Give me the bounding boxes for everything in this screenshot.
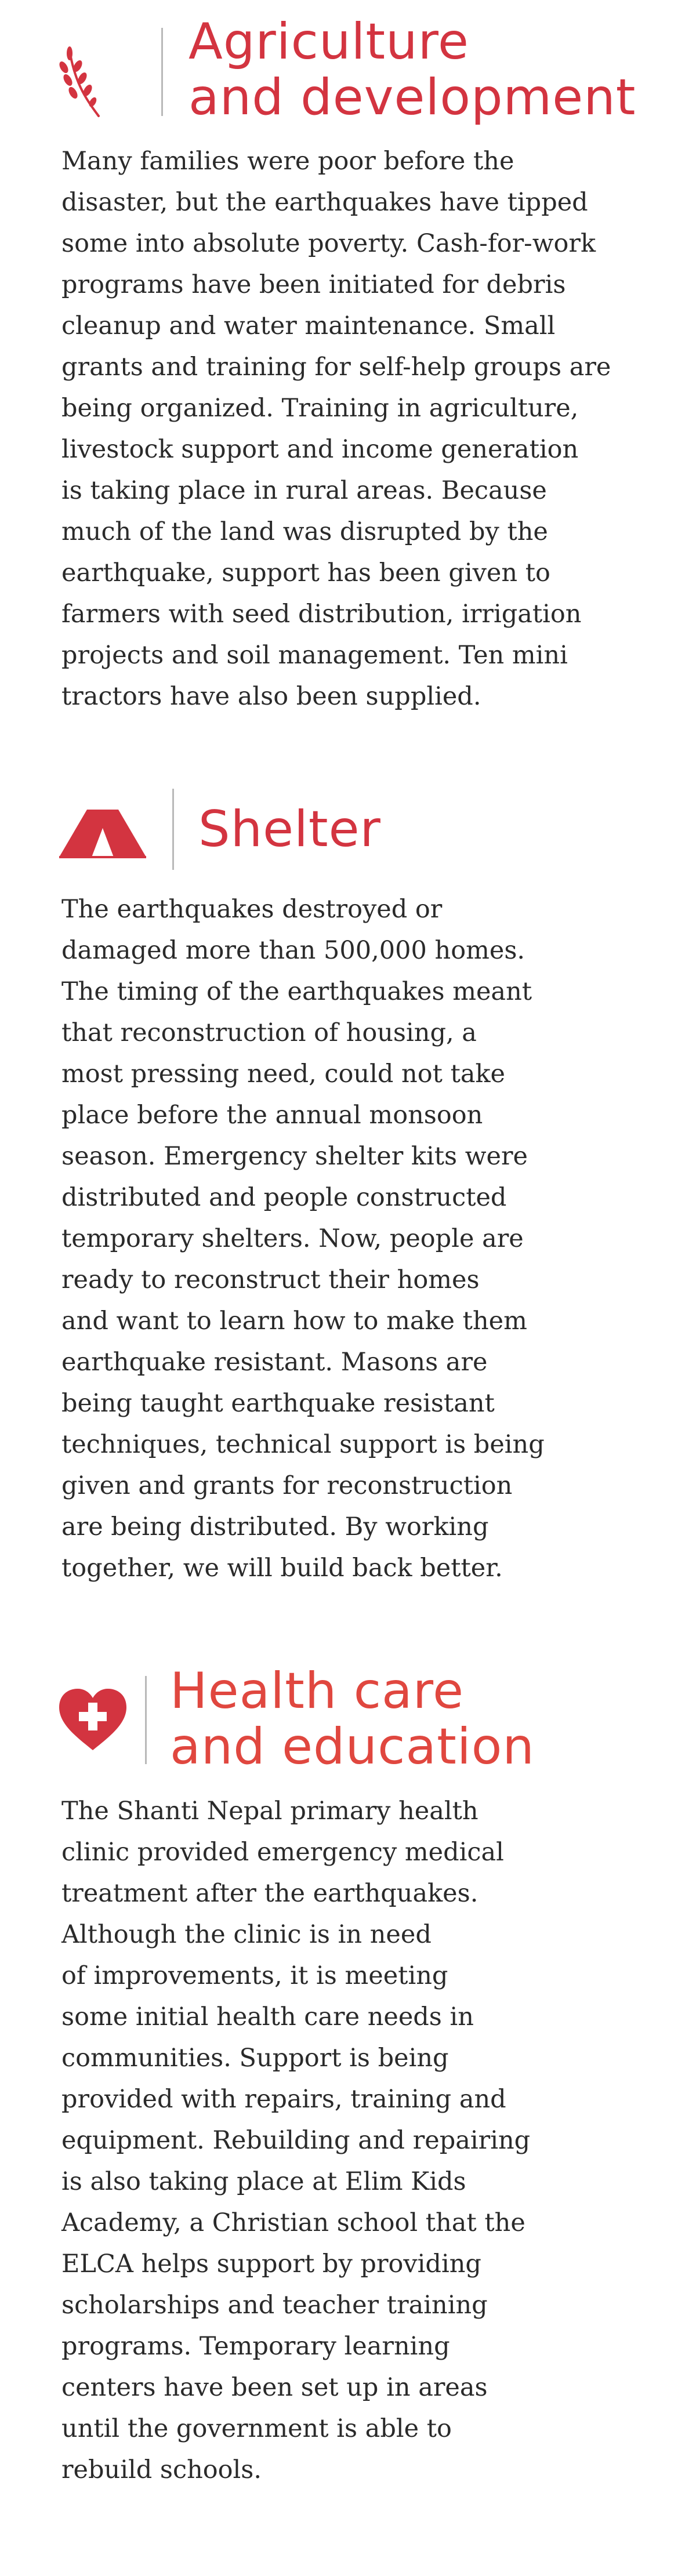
section-heading-agriculture: [188, 14, 636, 125]
tent-icon: [59, 806, 146, 859]
body-line: is taking place in rural areas. Because: [61, 476, 547, 505]
body-line: and want to learn how to make them: [61, 1307, 527, 1336]
body-line: damaged more than 500,000 homes.: [61, 936, 525, 965]
body-line: much of the land was disrupted by the: [61, 517, 548, 546]
section-heading-shelter: [198, 801, 381, 857]
body-line: some into absolute poverty. Cash-for-work: [61, 229, 596, 258]
heading-line: Agriculture: [188, 13, 469, 71]
body-line: being taught earthquake resistant: [61, 1389, 495, 1418]
body-line: are being distributed. By working: [61, 1512, 489, 1541]
section-body-agriculture: [61, 141, 611, 717]
body-line: techniques, technical support is being: [61, 1430, 545, 1459]
body-line: cleanup and water maintenance. Small: [61, 311, 556, 340]
section-heading-health-education: [170, 1663, 535, 1775]
body-line: given and grants for reconstruction: [61, 1471, 513, 1500]
body-line: earthquake resistant. Masons are: [61, 1348, 488, 1377]
body-line: most pressing need, could not take: [61, 1060, 505, 1089]
body-line: programs. Temporary learning: [61, 2332, 450, 2361]
body-line: farmers with seed distribution, irrigation: [61, 600, 582, 629]
body-line: until the government is able to: [61, 2414, 452, 2443]
body-line: distributed and people constructed: [61, 1183, 507, 1212]
body-line: The timing of the earthquakes meant: [61, 977, 532, 1006]
section-shelter: [0, 771, 696, 1612]
heading-line: and development: [188, 68, 636, 126]
heart-medical-cross-icon: [58, 1688, 128, 1751]
body-line: Although the clinic is in need: [61, 1920, 432, 1949]
body-line: ready to reconstruct their homes: [61, 1265, 480, 1294]
body-line: ELCA helps support by providing: [61, 2250, 481, 2279]
section-body-health-education: [61, 1791, 530, 2491]
heading-divider: [172, 789, 174, 870]
body-line: of improvements, it is meeting: [61, 1961, 448, 1990]
section-agriculture: [0, 0, 696, 731]
heading-line: Shelter: [198, 800, 381, 858]
body-line: rebuild schools.: [61, 2455, 262, 2484]
heading-line: Health care: [170, 1662, 465, 1720]
body-line: that reconstruction of housing, a: [61, 1018, 477, 1047]
heading-line: and education: [170, 1718, 535, 1776]
body-line: Academy, a Christian school that the: [61, 2208, 525, 2237]
body-line: together, we will build back better.: [61, 1554, 503, 1583]
body-line: projects and soil management. Ten mini: [61, 641, 568, 670]
body-line: place before the annual monsoon: [61, 1101, 483, 1130]
body-line: scholarships and teacher training: [61, 2291, 488, 2320]
body-line: season. Emergency shelter kits were: [61, 1142, 528, 1171]
body-line: is also taking place at Elim Kids: [61, 2167, 466, 2196]
body-line: Many families were poor before the: [61, 147, 514, 176]
body-line: provided with repairs, training and: [61, 2085, 506, 2114]
body-line: temporary shelters. Now, people are: [61, 1224, 524, 1253]
body-line: communities. Support is being: [61, 2044, 449, 2073]
body-line: clinic provided emergency medical: [61, 1838, 504, 1867]
body-line: The earthquakes destroyed or: [61, 895, 443, 924]
section-health-education: [0, 1653, 696, 2569]
body-line: some initial health care needs in: [61, 2002, 474, 2031]
heading-divider: [145, 1676, 147, 1764]
heading-divider: [161, 28, 163, 116]
wheat-icon: [58, 45, 103, 118]
body-line: programs have been initiated for debris: [61, 270, 566, 299]
body-line: being organized. Training in agriculture,: [61, 394, 579, 423]
body-line: livestock support and income generation: [61, 435, 579, 464]
body-line: treatment after the earthquakes.: [61, 1879, 478, 1908]
body-line: disaster, but the earthquakes have tipped: [61, 188, 588, 217]
body-line: centers have been set up in areas: [61, 2373, 488, 2402]
body-line: The Shanti Nepal primary health: [61, 1797, 478, 1826]
body-line: equipment. Rebuilding and repairing: [61, 2126, 531, 2155]
body-line: tractors have also been supplied.: [61, 682, 481, 711]
section-body-shelter: [61, 889, 545, 1589]
body-line: grants and training for self-help groups are: [61, 353, 611, 382]
body-line: earthquake, support has been given to: [61, 558, 550, 587]
